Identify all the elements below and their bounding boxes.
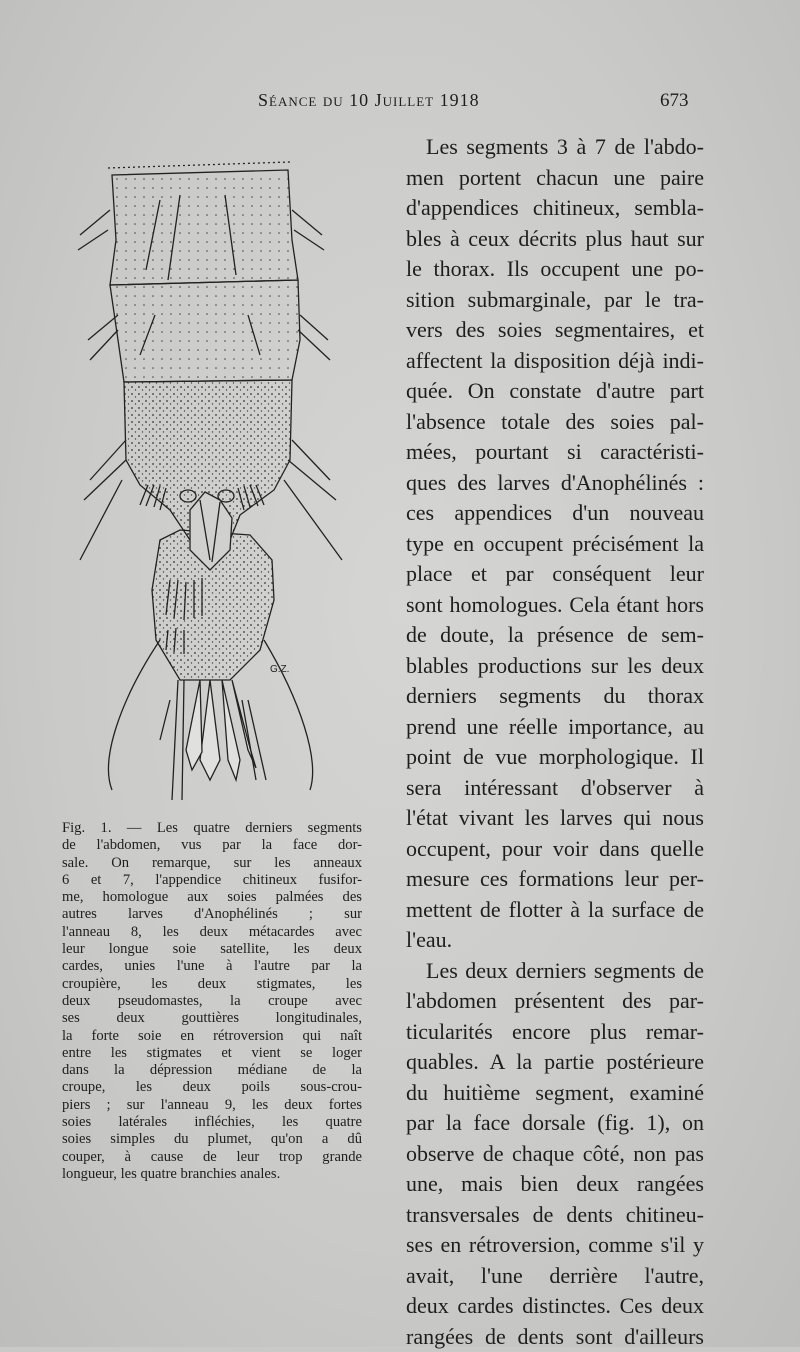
text-line: l'abdomen présentent des par- [386, 986, 704, 1017]
caption-line: l'anneau 8, les deux métacardes avec [76, 924, 362, 941]
body-text [386, 132, 704, 1352]
text-line: bles à ceux décrits plus haut sur [386, 224, 704, 255]
text-line: l'eau. [386, 925, 704, 956]
text-line: Les segments 3 à 7 de l'abdo- [386, 132, 704, 163]
text-line: d'appendices chitineux, sembla- [386, 193, 704, 224]
caption-line: dans la dépression médiane de la [76, 1062, 362, 1079]
text-line: place et par conséquent leur [386, 559, 704, 590]
text-line: observe de chaque côté, non pas [386, 1139, 704, 1170]
text-line: type en occupent précisément la [386, 529, 704, 560]
figure-label: G.Z. [270, 664, 289, 675]
caption-line: soies latérales infléchies, les quatre [76, 1114, 362, 1131]
text-line: ses en rétroversion, comme s'il y [386, 1230, 704, 1261]
caption-line: croupière, les deux stigmates, les [76, 976, 362, 993]
caption-line: deux pseudomastes, la croupe avec [76, 993, 362, 1010]
text-line: ques des larves d'Anophélinés : [386, 468, 704, 499]
page-number: 673 [660, 90, 689, 112]
caption-line: piers ; sur l'anneau 9, les deux fortes [76, 1097, 362, 1114]
text-line: quée. On constate d'autre part [386, 376, 704, 407]
text-line: sont homologues. Cela étant hors [386, 590, 704, 621]
text-line: derniers segments du thorax [386, 681, 704, 712]
text-line: transversales de dents chitineu- [386, 1200, 704, 1231]
caption-line: croupe, les deux poils sous-crou- [76, 1079, 362, 1096]
text-line: occupent, pour voir dans quelle [386, 834, 704, 865]
caption-line: la forte soie en rétroversion qui naît [76, 1028, 362, 1045]
page-header [0, 90, 800, 114]
text-line: prend une réelle importance, au [386, 712, 704, 743]
caption-line: sale. On remarque, sur les anneaux [76, 855, 362, 872]
caption-line: soies simples du plumet, qu'on a dû [76, 1131, 362, 1148]
paragraph-1 [386, 132, 704, 956]
caption-line: Fig. 1. — Les quatre derniers segments [76, 820, 362, 837]
running-head: Séance du 10 Juillet 1918 [258, 90, 480, 111]
figure-caption [62, 820, 362, 1183]
text-line: mées, pourtant si caractéristi- [386, 437, 704, 468]
paragraph-2 [386, 956, 704, 1352]
caption-line: ses deux gouttières longitudinales, [76, 1010, 362, 1027]
text-line: par la face dorsale (fig. 1), on [386, 1108, 704, 1139]
text-line: ticularités encore plus remar- [386, 1017, 704, 1048]
text-line: blables productions sur les deux [386, 651, 704, 682]
text-line: ces appendices d'un nouveau [386, 498, 704, 529]
text-line: sera intéressant d'observer à [386, 773, 704, 804]
text-line: sition submarginale, par le tra- [386, 285, 704, 316]
text-line: affectent la disposition déjà indi- [386, 346, 704, 377]
larva-abdomen-figure [60, 140, 380, 820]
text-line: deux cardes distinctes. Ces deux [386, 1291, 704, 1322]
text-line: point de vue morphologique. Il [386, 742, 704, 773]
caption-line: 6 et 7, l'appendice chitineux fusifor- [76, 872, 362, 889]
caption-line: de l'abdomen, vus par la face dor- [76, 837, 362, 854]
caption-line: cardes, unies l'une à l'autre par la [76, 958, 362, 975]
text-line: Les deux derniers segments de [386, 956, 704, 987]
text-line: mettent de flotter à la surface de [386, 895, 704, 926]
text-line: du huitième segment, examiné [386, 1078, 704, 1109]
text-line: une, mais bien deux rangées [386, 1169, 704, 1200]
text-line: de doute, la présence de sem- [386, 620, 704, 651]
caption-line: couper, à cause de leur trop grande [76, 1149, 362, 1166]
larva-illustration [60, 140, 380, 820]
text-line: rangées de dents sont d'ailleurs [386, 1322, 704, 1352]
text-line: avait, l'une derrière l'autre, [386, 1261, 704, 1292]
caption-text [62, 820, 362, 1183]
caption-line: leur longue soie satellite, les deux [76, 941, 362, 958]
text-line: mesure ces formations leur per- [386, 864, 704, 895]
text-line: quables. A la partie postérieure [386, 1047, 704, 1078]
caption-line: entre les stigmates et vient se loger [76, 1045, 362, 1062]
text-line: l'état vivant les larves qui nous [386, 803, 704, 834]
caption-line: autres larves d'Anophélinés ; sur [76, 906, 362, 923]
caption-line: me, homologue aux soies palmées des [76, 889, 362, 906]
text-line: vers des soies segmentaires, et [386, 315, 704, 346]
text-line: le thorax. Ils occupent une po- [386, 254, 704, 285]
text-line: men portent chacun une paire [386, 163, 704, 194]
caption-line: longueur, les quatre branchies anales. [76, 1166, 362, 1183]
text-line: l'absence totale des soies pal- [386, 407, 704, 438]
